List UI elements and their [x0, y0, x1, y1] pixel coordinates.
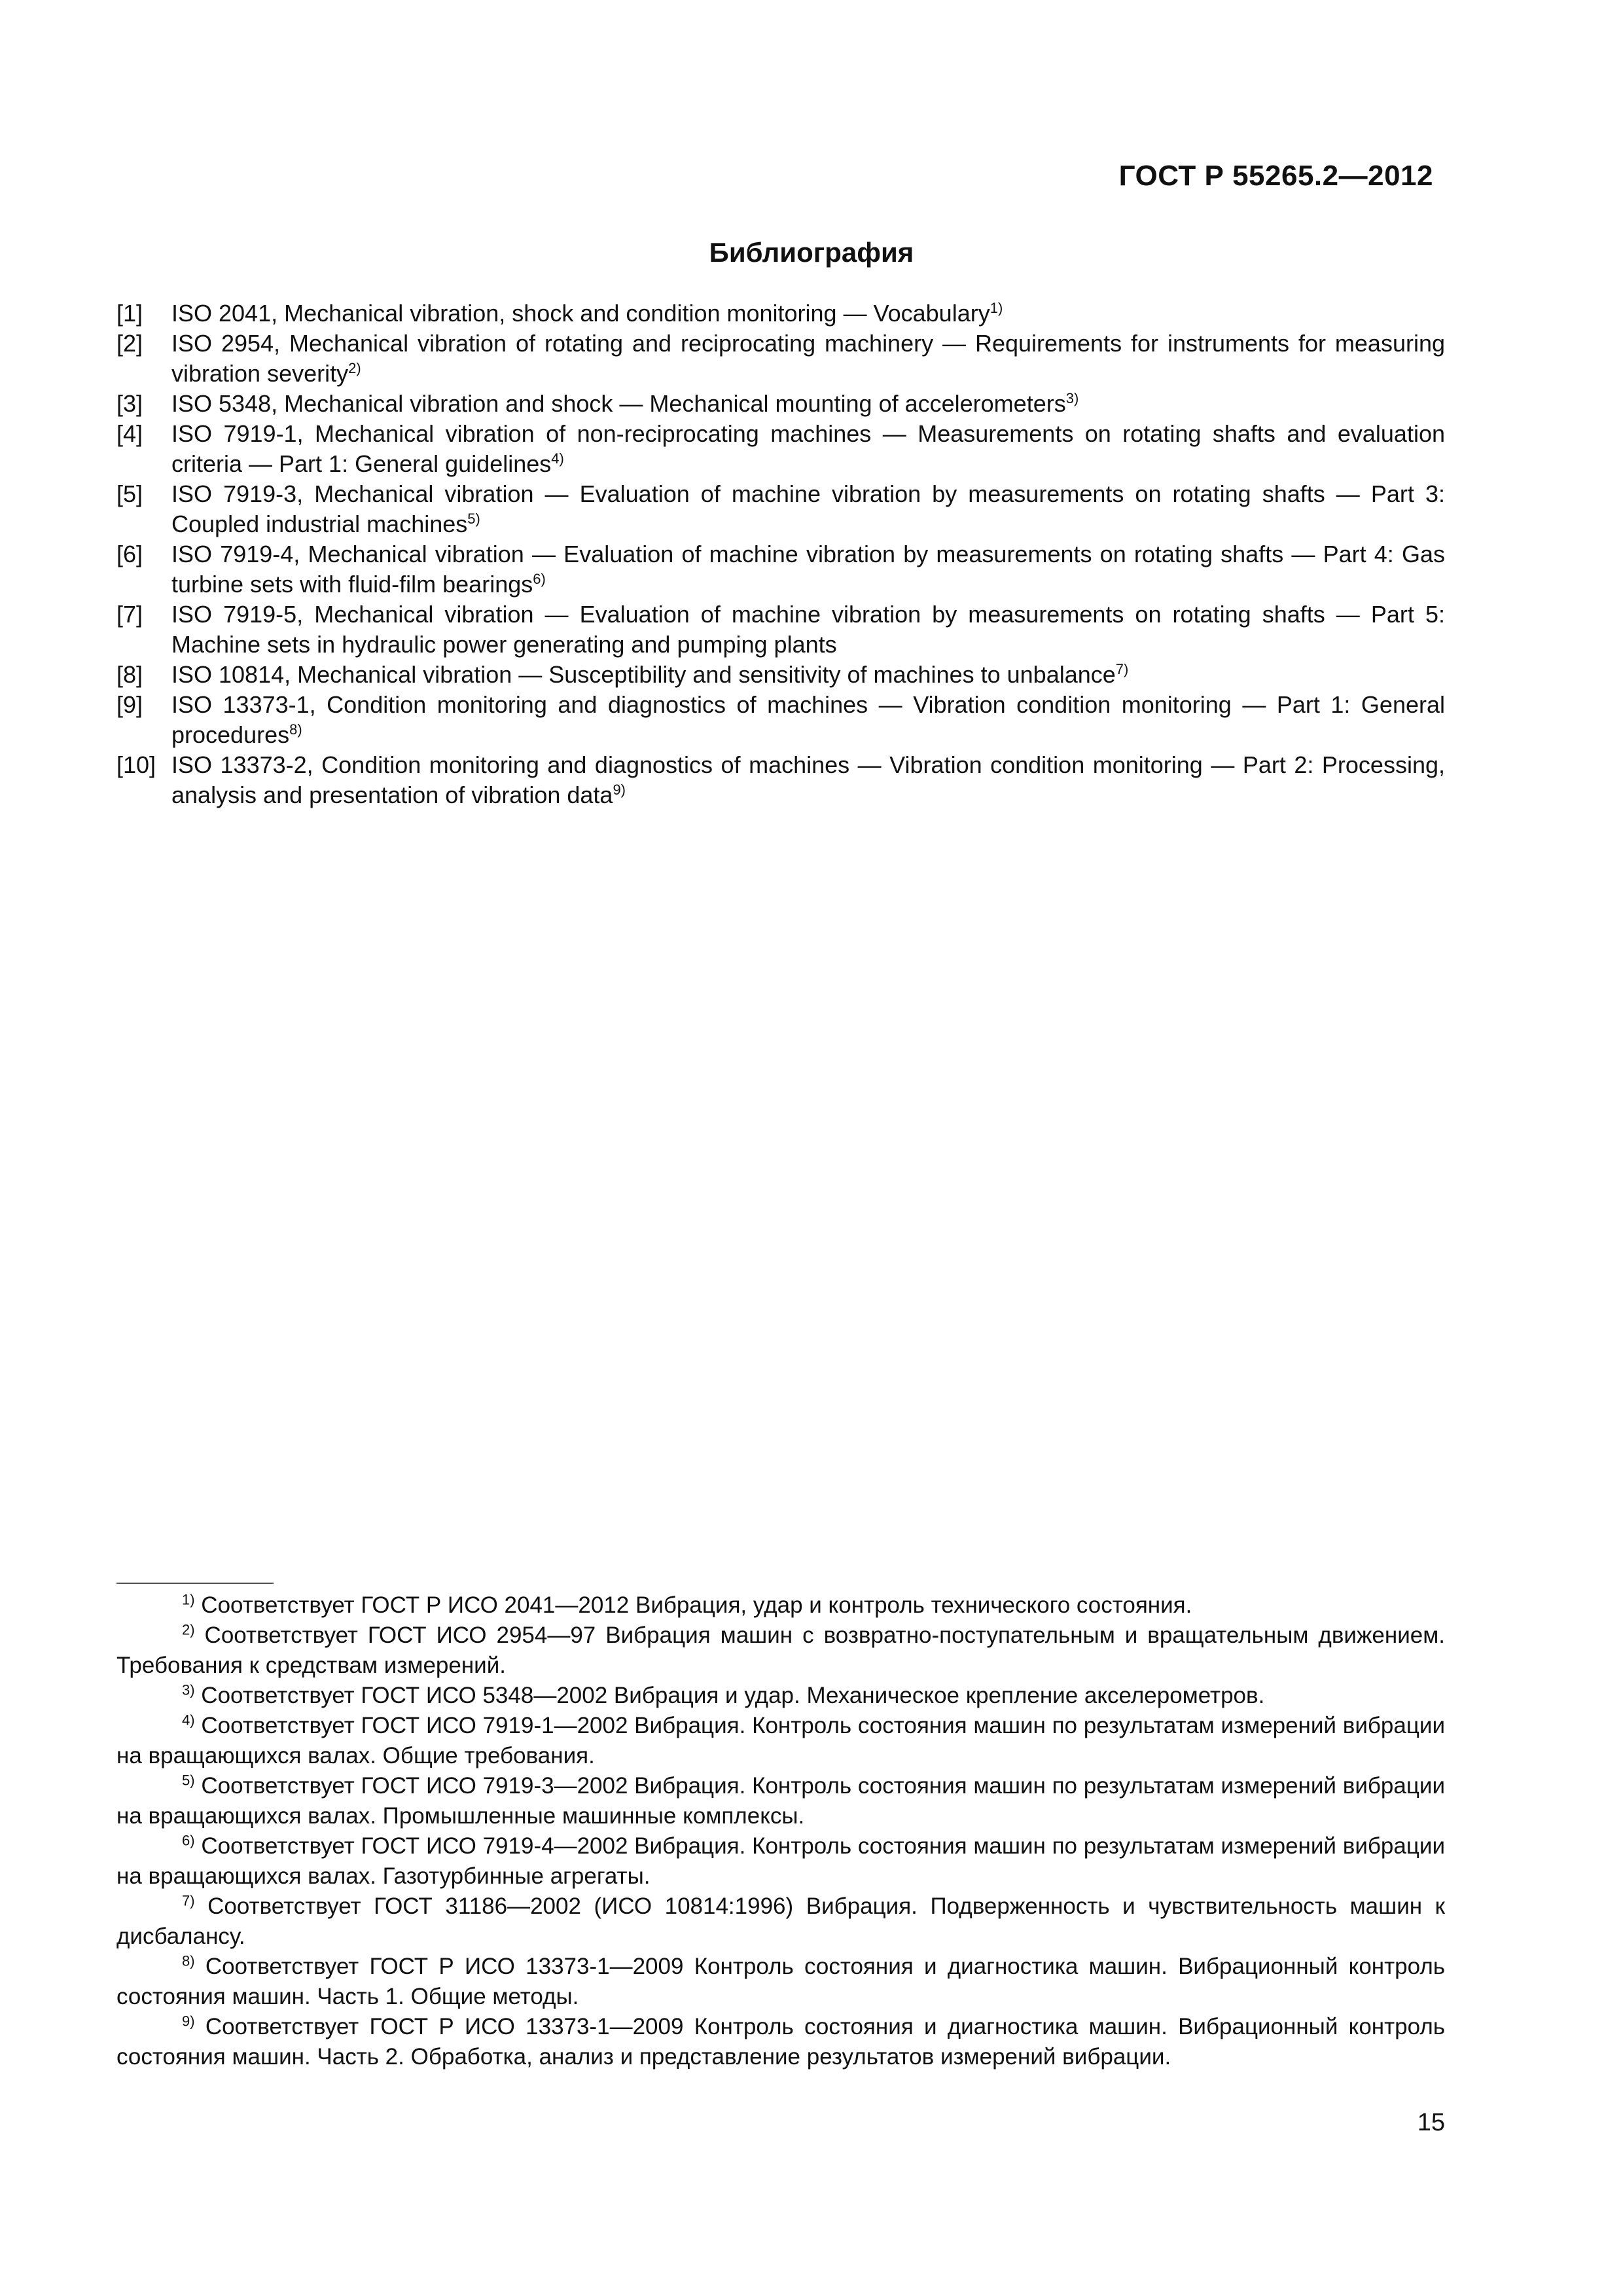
entry-citation: ISO 2954, Mechanical vibration of rotating and reciprocating machinery — Requirements for instruments for measuring vibration severity — [171, 330, 1445, 387]
footnote-ref[interactable]: 5) — [467, 511, 480, 527]
entry-citation: ISO 5348, Mechanical vibration and shock — Mechanical mounting of accelerometers — [171, 390, 1066, 417]
footnote-mark: 6) — [182, 1832, 195, 1849]
footnote-ref[interactable]: 3) — [1065, 390, 1079, 406]
entry-number: [3] — [116, 390, 143, 417]
entry-citation: ISO 10814, Mechanical vibration — Susceptibility and sensitivity of machines to unbalance — [171, 661, 1116, 688]
entry-number: [10] — [116, 751, 156, 778]
footnote — [116, 2012, 1445, 2072]
entry-text — [171, 601, 1445, 658]
bibliography-entry — [116, 660, 1445, 690]
page-number: 15 — [1417, 2109, 1445, 2136]
footnote-separator — [116, 1583, 274, 1584]
entry-text — [171, 691, 1445, 748]
entry-text — [171, 330, 1445, 387]
footnote-text: Соответствует ГОСТ 31186—2002 (ИСО 10814:1996) Вибрация. Подверженность и чувствительность машин к дисбалансу. — [116, 1893, 1445, 1949]
entry-number: [7] — [116, 601, 143, 628]
footnote — [116, 1892, 1445, 1952]
footnote — [116, 1681, 1445, 1711]
footnote-text: Соответствует ГОСТ Р ИСО 2041—2012 Вибрация, удар и контроль технического состояния. — [201, 1592, 1192, 1618]
entry-number: [2] — [116, 330, 143, 357]
entry-number: [4] — [116, 420, 143, 447]
footnote-ref[interactable]: 6) — [533, 571, 546, 587]
footnote-text: Соответствует ГОСТ ИСО 7919-3—2002 Вибрация. Контроль состояния машин по результатам измерений вибрации на вращающихся валах. Промышленные машинные комплексы. — [116, 1773, 1445, 1829]
bibliography-entry — [116, 750, 1445, 810]
footnote-mark: 2) — [182, 1621, 195, 1638]
entry-text — [171, 390, 1079, 417]
bibliography-entry — [116, 690, 1445, 750]
footnote-mark: 4) — [182, 1712, 195, 1729]
footnote-mark: 7) — [182, 1892, 195, 1909]
entry-citation: ISO 7919-1, Mechanical vibration of non-reciprocating machines — Measurements on rotating shafts and evaluation criteria — Part 1: General guidelines — [171, 420, 1445, 477]
section-title: Библиография — [709, 237, 914, 268]
entry-citation: ISO 13373-2, Condition monitoring and diagnostics of machines — Vibration condition monitoring — Part 2: Processing, analysis and presentation of vibration data — [171, 751, 1445, 808]
bibliography-entry — [116, 539, 1445, 600]
entry-citation: ISO 7919-5, Mechanical vibration — Evaluation of machine vibration by measurements on rotating shafts — Part 5: Machine sets in hydraulic power generating and pumping plants — [171, 601, 1445, 658]
entry-number: [8] — [116, 661, 143, 688]
footnote-text: Соответствует ГОСТ ИСО 5348—2002 Вибрация и удар. Механическое крепление акселерометров. — [201, 1683, 1265, 1708]
entry-number: [5] — [116, 480, 143, 507]
entry-text — [171, 480, 1445, 537]
footnote — [116, 1711, 1445, 1771]
footnote-text: Соответствует ГОСТ ИСО 7919-4—2002 Вибрация. Контроль состояния машин по результатам измерений вибрации на вращающихся валах. Газотурбинные агрегаты. — [116, 1833, 1445, 1889]
footnote-ref[interactable]: 7) — [1115, 661, 1129, 677]
bibliography-list — [116, 298, 1445, 810]
footnote-text: Соответствует ГОСТ Р ИСО 13373-1—2009 Контроль состояния и диагностика машин. Вибрационный контроль состояния машин. Часть 1. Общие методы. — [116, 1954, 1445, 2009]
entry-number: [9] — [116, 691, 143, 718]
bibliography-entry — [116, 329, 1445, 389]
bibliography-entry — [116, 298, 1445, 329]
bibliography-entry — [116, 479, 1445, 539]
entry-number: [6] — [116, 541, 143, 567]
bibliography-entry — [116, 600, 1445, 660]
footnote-ref[interactable]: 4) — [551, 450, 564, 467]
entry-text — [171, 541, 1445, 598]
entry-text — [171, 300, 1003, 327]
entry-citation: ISO 7919-4, Mechanical vibration — Evaluation of machine vibration by measurements on rotating shafts — Part 4: Gas turbine sets with fluid-film bearings — [171, 541, 1445, 598]
footnote — [116, 1771, 1445, 1831]
footnote — [116, 1952, 1445, 2012]
footnote — [116, 1621, 1445, 1681]
footnotes — [116, 1590, 1445, 2072]
footnote-text: Соответствует ГОСТ ИСО 2954—97 Вибрация машин с возвратно-поступательным и вращательным движением. Требования к средствам измерений. — [116, 1623, 1445, 1678]
standard-designation: ГОСТ Р 55265.2—2012 — [1118, 160, 1433, 192]
footnote-mark: 1) — [182, 1591, 195, 1608]
bibliography-entry — [116, 389, 1445, 419]
bibliography-entry — [116, 419, 1445, 479]
entry-text — [171, 751, 1445, 808]
entry-citation: ISO 13373-1, Condition monitoring and diagnostics of machines — Vibration condition monitoring — Part 1: General procedures — [171, 691, 1445, 748]
entry-text — [171, 661, 1128, 688]
footnote — [116, 1590, 1445, 1621]
footnote-text: Соответствует ГОСТ Р ИСО 13373-1—2009 Контроль состояния и диагностика машин. Вибрационный контроль состояния машин. Часть 2. Обработка, анализ и представление результатов измерений вибрации. — [116, 2014, 1445, 2070]
footnote-ref[interactable]: 1) — [990, 300, 1003, 316]
entry-citation: ISO 7919-3, Mechanical vibration — Evaluation of machine vibration by measurements on rotating shafts — Part 3: Coupled industrial machines — [171, 480, 1445, 537]
footnote-ref[interactable]: 8) — [289, 721, 302, 738]
footnote-mark: 8) — [182, 1952, 195, 1969]
entry-citation: ISO 2041, Mechanical vibration, shock and condition monitoring — Vocabulary — [171, 300, 990, 327]
entry-text — [171, 420, 1445, 477]
entry-number: [1] — [116, 300, 143, 327]
footnote-text: Соответствует ГОСТ ИСО 7919-1—2002 Вибрация. Контроль состояния машин по результатам измерений вибрации на вращающихся валах. Общие требования. — [116, 1713, 1445, 1768]
footnote-mark: 5) — [182, 1772, 195, 1789]
footnote-mark: 3) — [182, 1681, 195, 1698]
footnote-ref[interactable]: 9) — [613, 781, 626, 798]
footnote-mark: 9) — [182, 2013, 195, 2030]
footnote-ref[interactable]: 2) — [348, 360, 361, 376]
footnote — [116, 1831, 1445, 1892]
